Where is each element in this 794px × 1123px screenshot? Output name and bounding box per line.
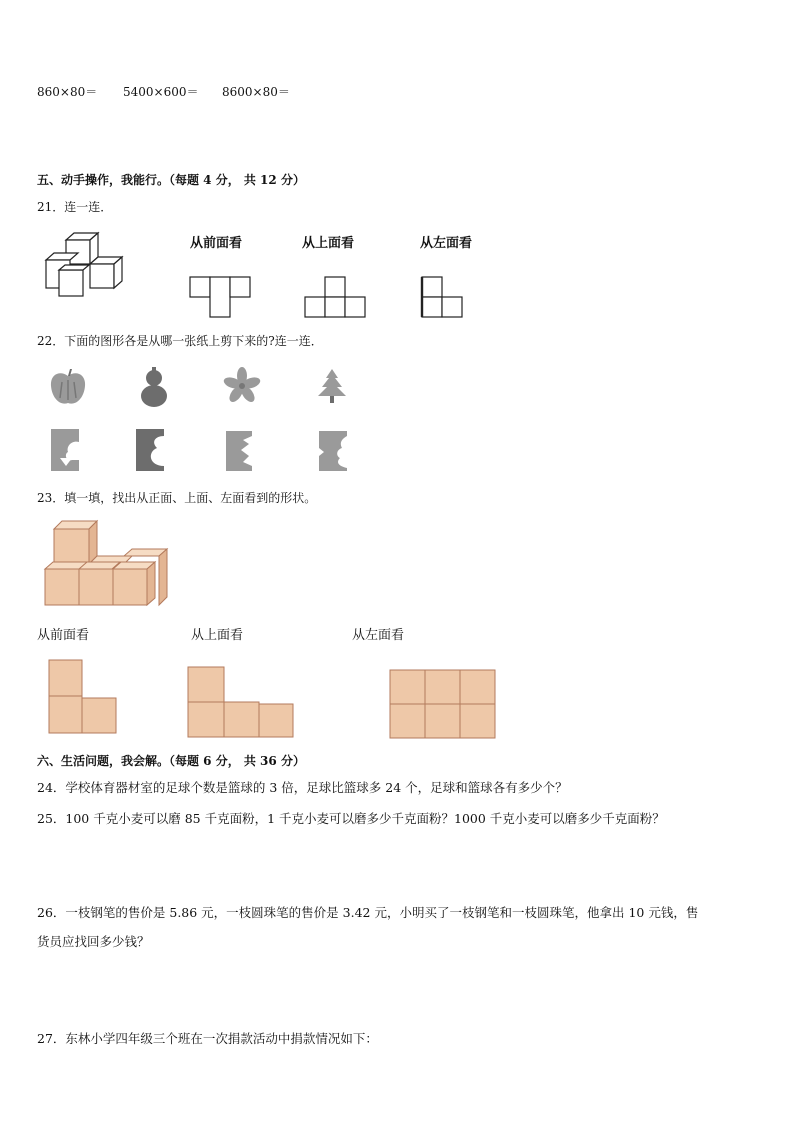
q21-view-front-label: 从前面看 [190, 236, 243, 251]
calc-item-1: 860×80＝ [37, 85, 98, 99]
q26-line2: 货员应找回多少钱？ [37, 934, 150, 949]
tree-icon [316, 368, 348, 404]
q23-view-front-label: 从前面看 [37, 628, 90, 643]
q21-view-top-label: 从上面看 [302, 236, 355, 251]
paper-cut-3 [225, 430, 253, 472]
q23-top-view-shape [187, 666, 295, 738]
q21-view-left-label: 从左面看 [420, 236, 473, 251]
paper-cut-2 [135, 428, 165, 472]
gourd-icon [138, 366, 170, 410]
q23-view-left-label: 从左面看 [352, 628, 405, 643]
q27-text: 27．东林小学四年级三个班在一次捐款活动中捐款情况如下： [37, 1031, 378, 1046]
q25-text: 25．100 千克小麦可以磨 85 千克面粉，1 千克小麦可以磨多少千克面粉？1000 千克小麦可以磨多少千克面粉？ [37, 811, 665, 826]
q23-view-top-label: 从上面看 [191, 628, 244, 643]
q21-top-view-shape [304, 276, 366, 318]
q23-left-view-shape [389, 669, 497, 739]
calc-item-2: 5400×600＝ [123, 85, 199, 99]
paper-cut-1 [50, 428, 80, 472]
apple-icon [48, 368, 88, 408]
q23-text: 23．填一填，找出从正面、上面、左面看到的形状。 [37, 491, 317, 505]
q22-text: 22．下面的图形各是从哪一张纸上剪下来的?连一连． [37, 334, 323, 348]
q26-line1: 26．一枝钢笔的售价是 5.86 元，一枝圆珠笔的售价是 3.42 元，小明买了一枝钢笔和一枝圆珠笔，他拿出 10 元钱，售 [37, 905, 699, 920]
section6-heading: 六、生活问题，我会解。（每题 6 分， 共 36 分） [37, 754, 305, 768]
q23-cube-figure [44, 519, 174, 609]
flower-icon [224, 368, 260, 404]
q21-front-view-shape [189, 276, 251, 318]
q23-front-view-shape [48, 659, 118, 735]
section5-heading: 五、动手操作，我能行。（每题 4 分， 共 12 分） [37, 173, 305, 187]
q21-cube-figure [43, 230, 128, 300]
paper-cut-4 [318, 430, 348, 472]
calc-item-3: 8600×80＝ [222, 85, 290, 99]
q21-text: 21．连一连． [37, 200, 113, 214]
q24-text: 24．学校体育器材室的足球个数是篮球的 3 倍，足球比篮球多 24 个，足球和篮球各有多少个？ [37, 780, 568, 795]
q21-left-view-shape [421, 276, 463, 318]
